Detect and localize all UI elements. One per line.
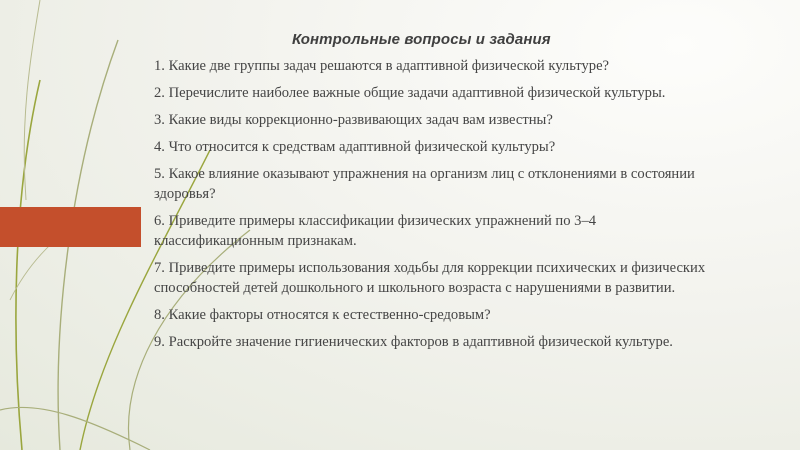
question-7: 7. Приведите примеры использования ходьбы для коррекции психических и физических способностей детей дошкольного и школьного возраста с нарушениями в развитии. xyxy=(154,260,706,296)
questions-list xyxy=(154,56,714,359)
question-8: 8. Какие факторы относятся к естественно-средовым? xyxy=(154,307,491,323)
question-9: 9. Раскройте значение гигиенических факторов в адаптивной физической культуре. xyxy=(154,334,673,350)
curve-6 xyxy=(0,407,150,450)
accent-bar xyxy=(0,207,141,247)
question-1: 1. Какие две группы задач решаются в адаптивной физической культуре? xyxy=(154,58,610,74)
question-3: 3. Какие виды коррекционно-развивающих задач вам известны? xyxy=(154,112,553,128)
curve-5 xyxy=(24,0,40,200)
question-4: 4. Что относится к средствам адаптивной физической культуры? xyxy=(154,139,556,155)
slide-title: Контрольные вопросы и задания xyxy=(292,31,551,48)
question-2: 2. Перечислите наиболее важные общие задачи адаптивной физической культуры. xyxy=(154,85,666,101)
question-6: 6. Приведите примеры классификации физических упражнений по 3–4 классификационным признакам. xyxy=(154,213,597,249)
question-5: 5. Какое влияние оказывают упражнения на организм лиц с отклонениями в состоянии здоровья? xyxy=(154,166,695,202)
curve-1 xyxy=(16,80,40,450)
